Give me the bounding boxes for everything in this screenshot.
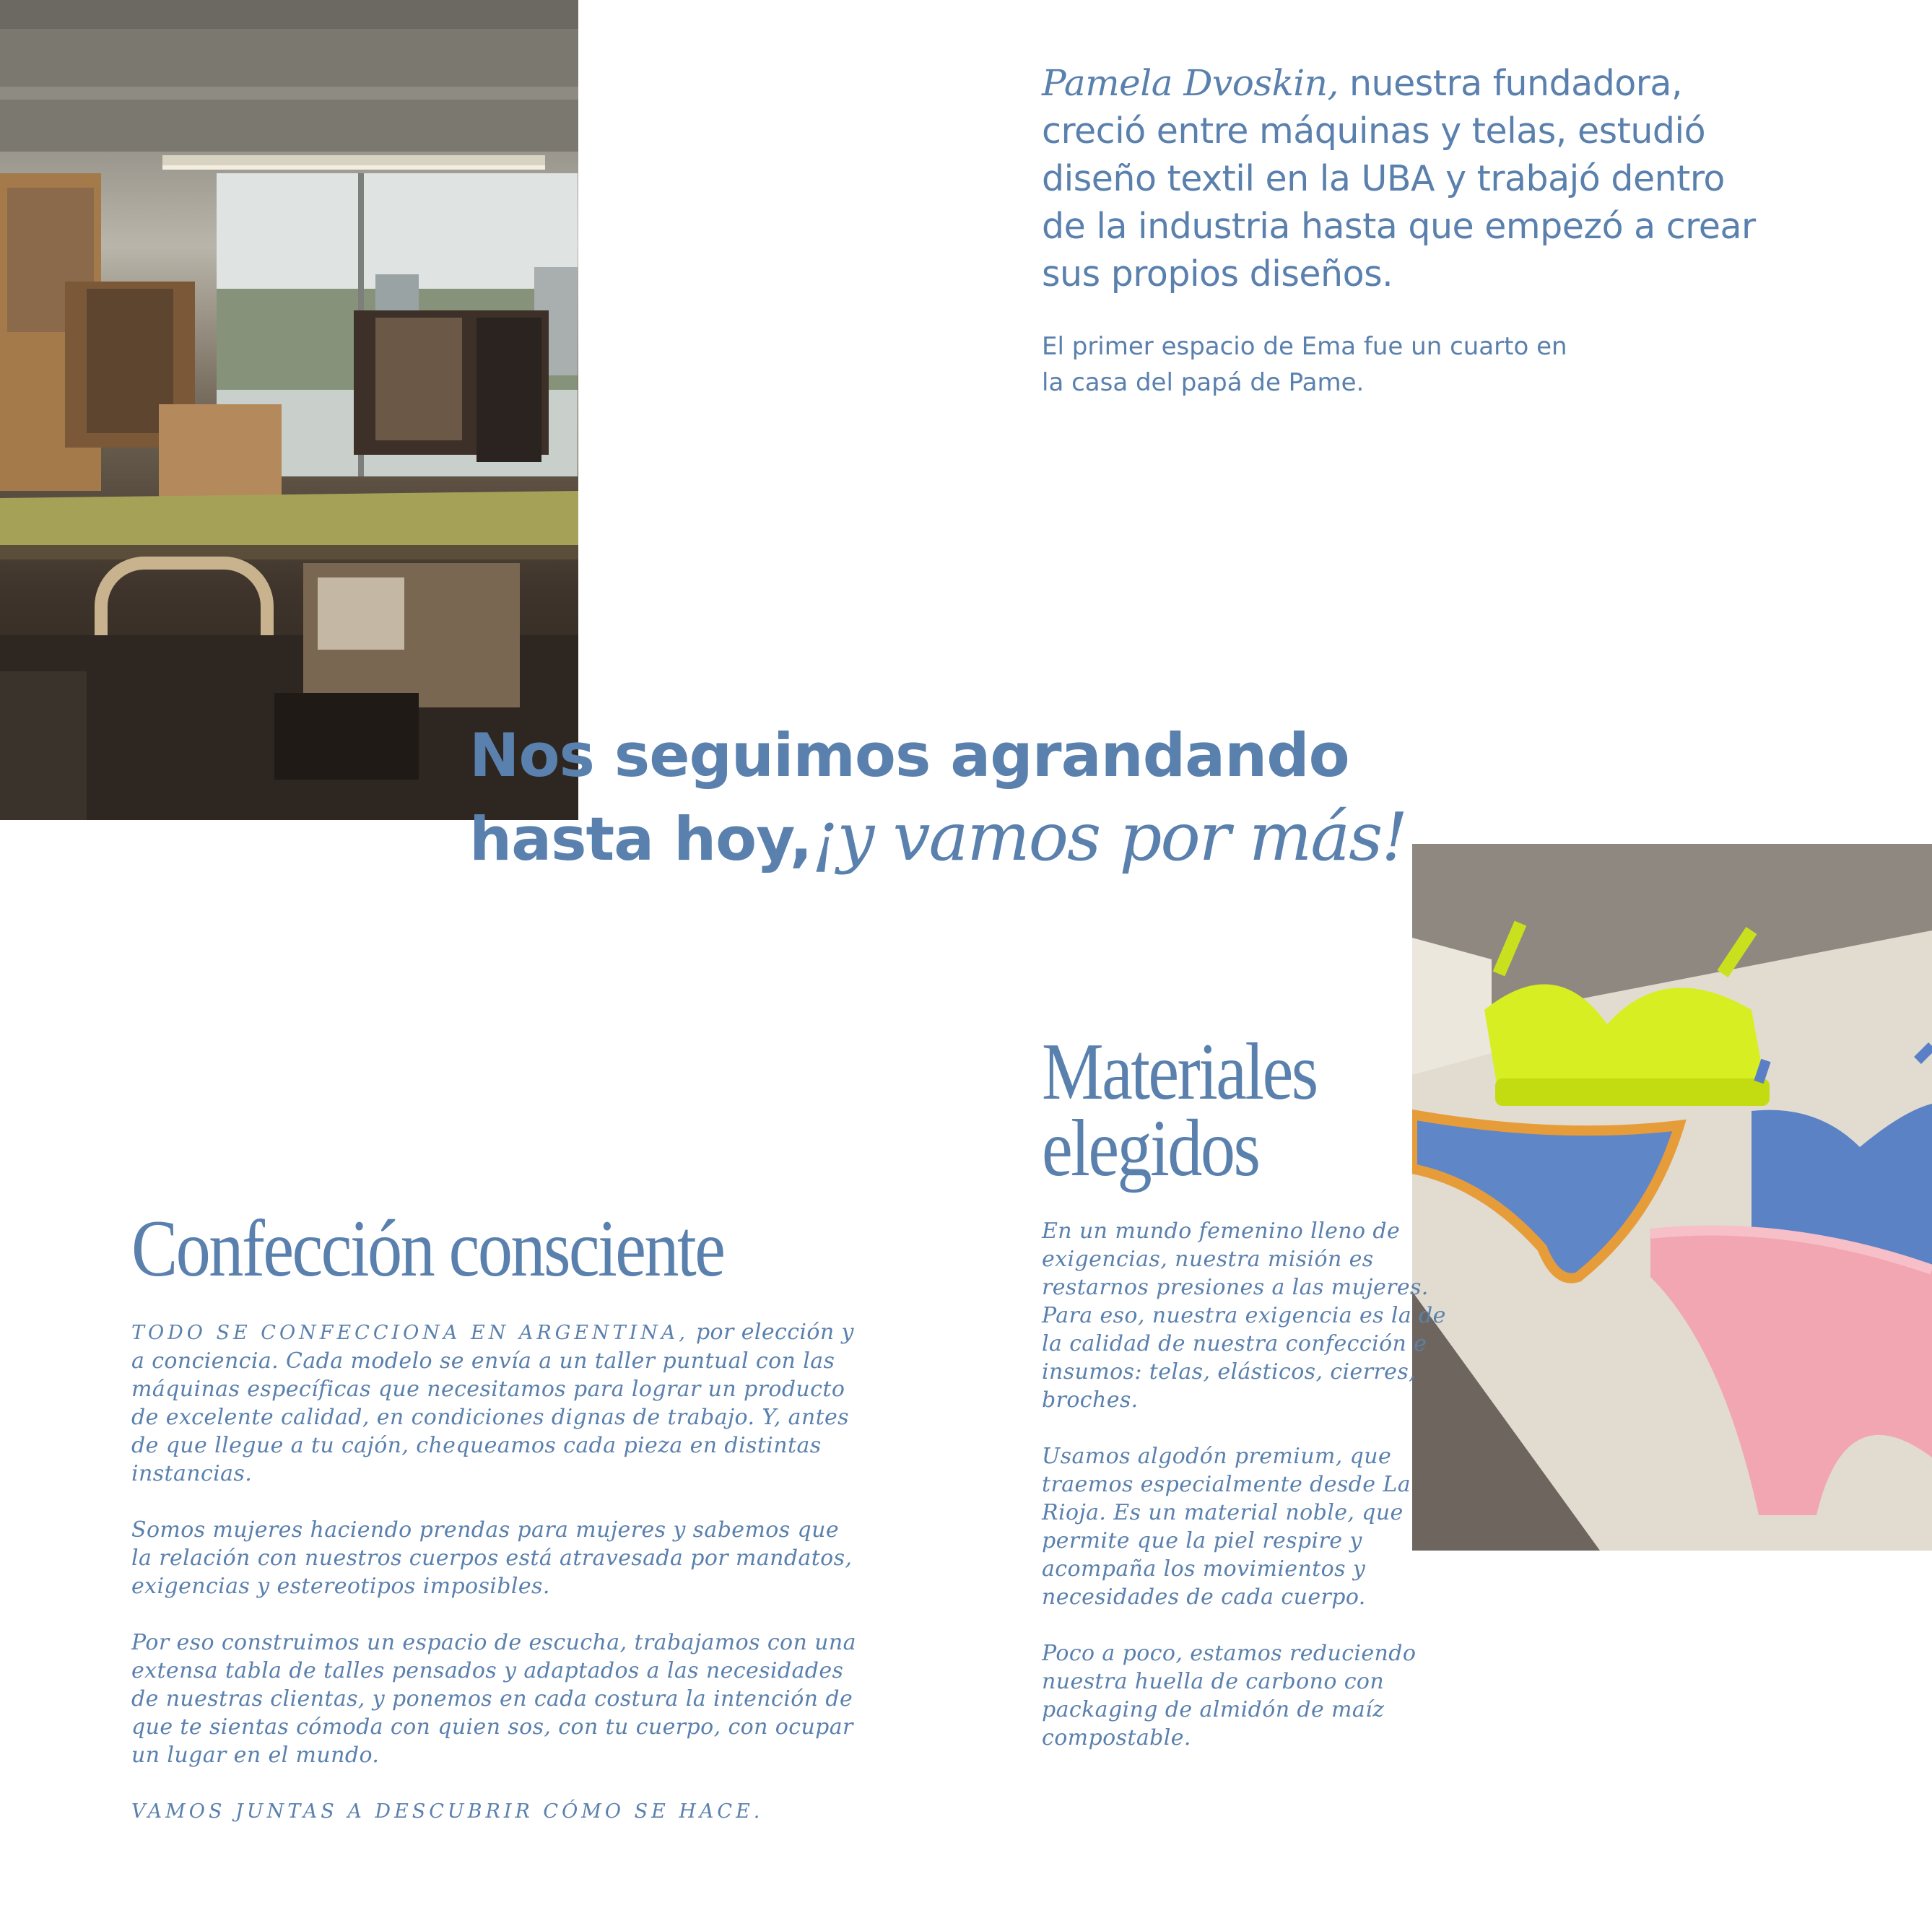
headline-regular: hasta hoy, — [469, 804, 812, 874]
materiales-title: Materiales elegidos — [1042, 1027, 1317, 1193]
intro-note: El primer espacio de Ema fue un cuarto en la casa del papá de Pame. — [1042, 332, 1567, 397]
materiales-paragraph-3: Poco a poco, estamos reduciendo nuestra huella de carbono con packaging de almidón de maíz compostable. — [1042, 1641, 1417, 1751]
headline-line-1: Nos seguimos agrandando — [469, 720, 1349, 790]
workshop-photo — [0, 0, 578, 820]
intro-lead-text: nuestra fundadora, creció entre máquinas y telas, estudió diseño textil en la UBA y trabajó dentro de la industria hasta que empezó a crear sus propios diseños. — [1042, 63, 1756, 295]
founder-name: Pamela Dvoskin, — [1042, 62, 1339, 104]
confeccion-paragraph-1 — [131, 1318, 861, 1488]
garments-photo — [1412, 844, 1932, 1551]
confeccion-closing: VAMOS JUNTAS A DESCUBRIR CÓMO SE HACE. — [131, 1800, 764, 1823]
confeccion-body — [131, 1318, 861, 1854]
materiales-paragraph-2: Usamos algodón premium, que traemos especialmente desde La Rioja. Es un material noble, que permite que la piel respire y acompaña los movimientos y necesidades de cada cuerpo. — [1042, 1444, 1411, 1610]
confeccion-paragraph-1-text: por elección y a conciencia. Cada modelo se envía a un taller puntual con las máquinas específicas que necesitamos para lograr un producto de excelente calidad, en condiciones dignas de trabajo. Y, antes de que llegue a tu cajón, chequeamos cada pieza en distintas instancias. — [131, 1320, 854, 1486]
headline-line-2 — [469, 796, 1552, 880]
headline — [469, 715, 1552, 880]
confeccion-paragraph-3: Por eso construimos un espacio de escucha, trabajamos con una extensa tabla de talles pensados y adaptados a las necesidades de nuestras clientas, y ponemos en cada costura la intención de que te sientas cómoda con quien sos, con tu cuerpo, con ocupar un lugar en el mundo. — [131, 1630, 856, 1768]
materiales-paragraph-1: En un mundo femenino lleno de exigencias, nuestra misión es restarnos presiones a las mujeres. Para eso, nuestra exigencia es la de la calidad de nuestra confección e insumos: telas, elásticos, cierres, broches. — [1042, 1219, 1446, 1413]
confeccion-paragraph-2: Somos mujeres haciendo prendas para mujeres y sabemos que la relación con nuestros cuerpos está atravesada por mandatos, exigencias y estereotipos imposibles. — [131, 1517, 853, 1599]
confeccion-caps-lead: TODO SE CONFECCIONA EN ARGENTINA, — [131, 1322, 689, 1344]
materiales-body — [1042, 1217, 1446, 1780]
headline-italic: ¡y vamos por más! — [811, 798, 1407, 876]
intro-block — [1042, 59, 1778, 401]
intro-lead — [1042, 59, 1778, 298]
confeccion-title: Confección consciente — [131, 1204, 724, 1294]
